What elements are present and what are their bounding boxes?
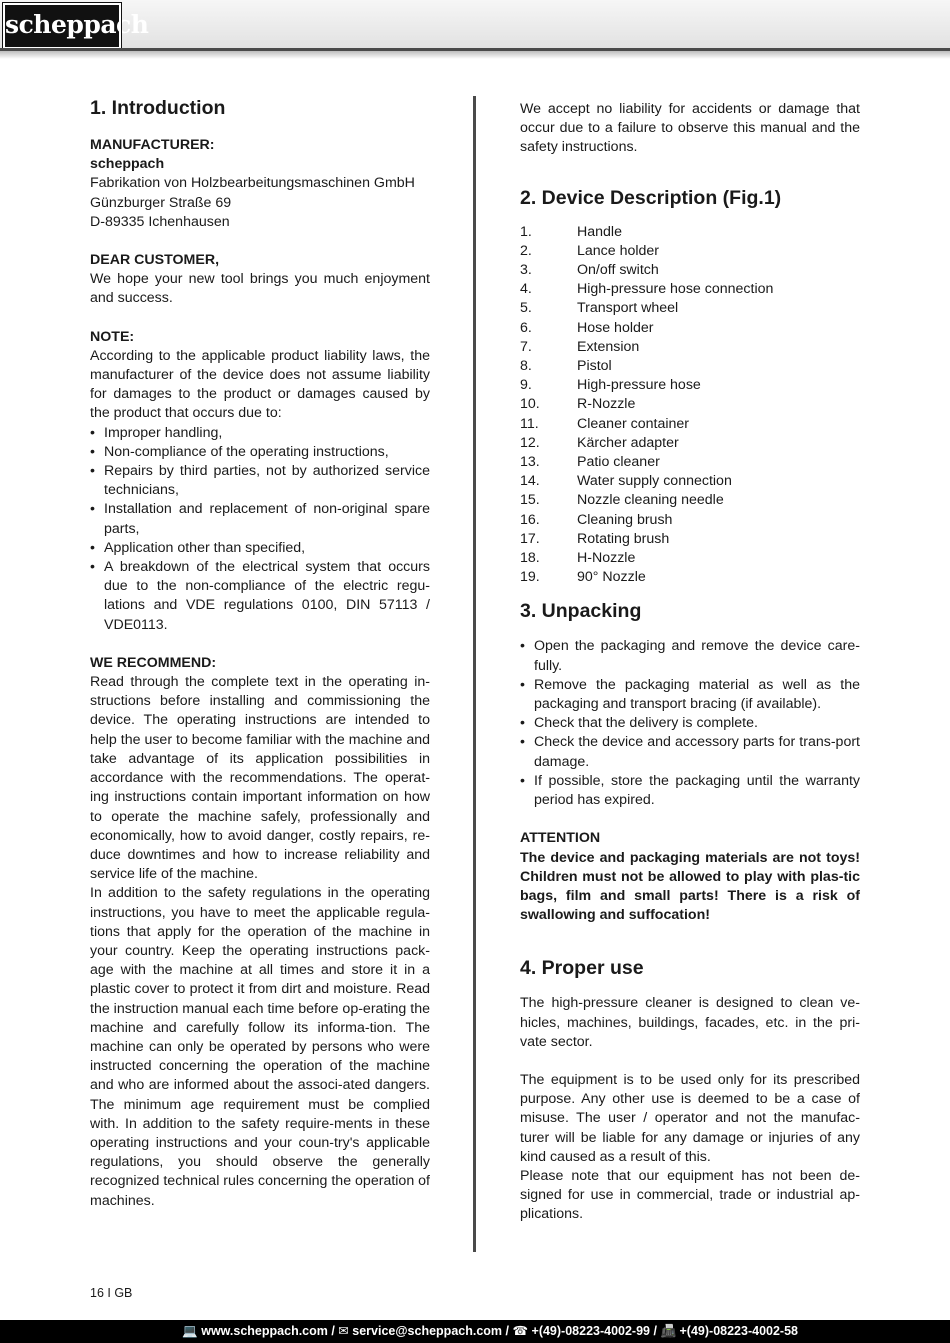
list-item: • Open the packaging and remove the device care-fully. (520, 637, 860, 675)
website-link[interactable]: www.scheppach.com (201, 1324, 328, 1338)
list-item: 19. 90° Nozzle (520, 569, 646, 586)
list-item: 17. Rotating brush (520, 530, 670, 547)
proper-use-text: The equipment is to be used only for its prescribed purpose. Any other use is deemed to be a case of misuse. The user / operator and not the manufac-turer will be liable for any damage or injuries of any kind caused as a result of this. (520, 1071, 860, 1165)
list-item: 14. Water supply connection (520, 473, 732, 490)
note-bullet-list (90, 424, 430, 635)
note-label: NOTE: (90, 328, 135, 345)
list-item: • Check the device and accessory parts for trans-port damage. (520, 733, 860, 771)
page-number: 16 I GB (90, 1286, 133, 1300)
manufacturer-name: scheppach (90, 156, 165, 173)
footer-contact-bar: 💻 www.scheppach.com / ✉ service@scheppach.com / ☎ +(49)-08223-4002-99 / 📠 +(49)-08223-4002-58 (0, 1320, 950, 1343)
list-item: • If possible, store the packaging until the warranty period has expired. (520, 772, 860, 810)
list-item: • Remove the packaging material as well as the packaging and transport bracing (if available). (520, 676, 860, 714)
list-item: 6. Hose holder (520, 319, 654, 336)
list-item: 13. Patio cleaner (520, 454, 660, 471)
address-line: Günzburger Straße 69 (90, 194, 232, 211)
envelope-icon: ✉ (338, 1324, 349, 1338)
dear-customer-text: We hope your new tool brings you much enjoyment and success. (90, 271, 430, 307)
proper-use-text: The high-pressure cleaner is designed to clean ve-hicles, machines, buildings, facades, etc. in the pri-vate sector. (520, 995, 860, 1050)
list-item: • Non-compliance of the operating instructions, (90, 443, 430, 462)
header-shadow (0, 51, 950, 59)
attention-text: The device and packaging materials are not toys! Children must not be allowed to play with plas-tic bags, film and small parts! There is a risk of swallowing and suffocation! (520, 849, 860, 924)
device-description-heading: 2. Device Description (Fig.1) (520, 186, 782, 209)
list-item: 8. Pistol (520, 358, 612, 375)
list-item: 1. Handle (520, 223, 622, 240)
list-item: 10. R-Nozzle (520, 396, 636, 413)
liability-text: We accept no liability for accidents or damage that occur due to a failure to observe this manual and the safety instructions. (520, 101, 860, 156)
list-item: 16. Cleaning brush (520, 511, 673, 528)
dear-customer-label: DEAR CUSTOMER, (90, 252, 220, 269)
proper-use-text: Please note that our equipment has not been de-signed for use in commercial, trade or industrial ap-plications. (520, 1167, 860, 1223)
address-line: D-89335 Ichenhausen (90, 213, 230, 230)
column-divider (473, 96, 476, 1252)
list-item: 15. Nozzle cleaning needle (520, 492, 724, 509)
attention-label: ATTENTION (520, 830, 601, 847)
list-item: 12. Kärcher adapter (520, 434, 679, 451)
recommend-text: Read through the complete text in the operating in-structions before installing and commissioning the device. The operating instructions are intended to help the user to become familiar with the machine and take advantage of its application possibilities in accordance with the recommendations. The operat-ing instructions contain important information on how to operate the machine safely, professionally and economically, how to avoid danger, costly repairs, re-duce downtimes and how to increase reliability and service life of the machine. (90, 674, 430, 883)
page-header (0, 0, 950, 48)
list-item: 11. Cleaner container (520, 415, 689, 432)
list-item: 2. Lance holder (520, 242, 660, 259)
scheppach-logo: scheppach (3, 3, 121, 49)
list-item: 5. Transport wheel (520, 300, 679, 317)
list-item: • Check that the delivery is complete. (520, 714, 860, 733)
right-column (520, 100, 860, 1225)
list-item: 18. H-Nozzle (520, 550, 636, 567)
list-item: 9. High-pressure hose (520, 377, 701, 394)
unpacking-heading: 3. Unpacking (520, 600, 642, 623)
left-column (90, 95, 430, 1211)
phone-number: +(49)-08223-4002-99 (531, 1324, 651, 1338)
fax-number: +(49)-08223-4002-58 (679, 1324, 798, 1338)
list-item: • Repairs by third parties, not by authorized service technicians, (90, 462, 430, 500)
telephone-icon: ☎ (512, 1324, 529, 1338)
note-text: According to the applicable product liability laws, the manufacturer of the device does not assume liability for damages to the product or damages caused by the product that occurs due to: (90, 347, 430, 422)
list-item: 3. On/off switch (520, 262, 659, 279)
intro-heading: 1. Introduction (90, 97, 226, 119)
computer-icon: 💻 (182, 1324, 198, 1338)
email-link[interactable]: service@scheppach.com (352, 1324, 503, 1338)
fax-icon: 📠 (660, 1324, 677, 1338)
address-line: Fabrikation von Holzbearbeitungsmaschinen GmbH (90, 175, 415, 192)
parts-list (520, 223, 860, 588)
list-item: 7. Extension (520, 338, 640, 355)
manufacturer-label: MANUFACTURER: (90, 137, 215, 153)
list-item: 4. High-pressure hose connection (520, 281, 774, 298)
recommend-text: In addition to the safety regulations in the operating instructions, you have to meet the applicable regula-tions that apply for the operation of the machine in your country. Keep the operating instructions pack-age with the machine at all times and store it in a plastic cover to protect it from dirt and moisture. Read the instruction manual each time before op-erating the machine and carefully follow its informa-tion. The machine can only be operated by persons who were instructed concerning the operation of the machine and who are informed about the associ-ated dangers. The minimum age requirement must be complied with. In addition to the safety require-ments in these operating instructions and your coun-try's applicable regulations, you should observe the generally recognized technical rules concerning the operation of machines. (90, 885, 430, 1209)
list-item: • Improper handling, (90, 424, 430, 443)
list-item: • Application other than specified, (90, 539, 430, 558)
recommend-label: WE RECOMMEND: (90, 654, 217, 671)
proper-use-heading: 4. Proper use (520, 957, 644, 980)
unpacking-bullet-list (520, 637, 860, 810)
list-item: • A breakdown of the electrical system that occurs due to the non-compliance of the electric regu-lations and VDE regulations 0100, DIN 57113 / VDE0113. (90, 558, 430, 635)
list-item: • Installation and replacement of non-original spare parts, (90, 500, 430, 538)
